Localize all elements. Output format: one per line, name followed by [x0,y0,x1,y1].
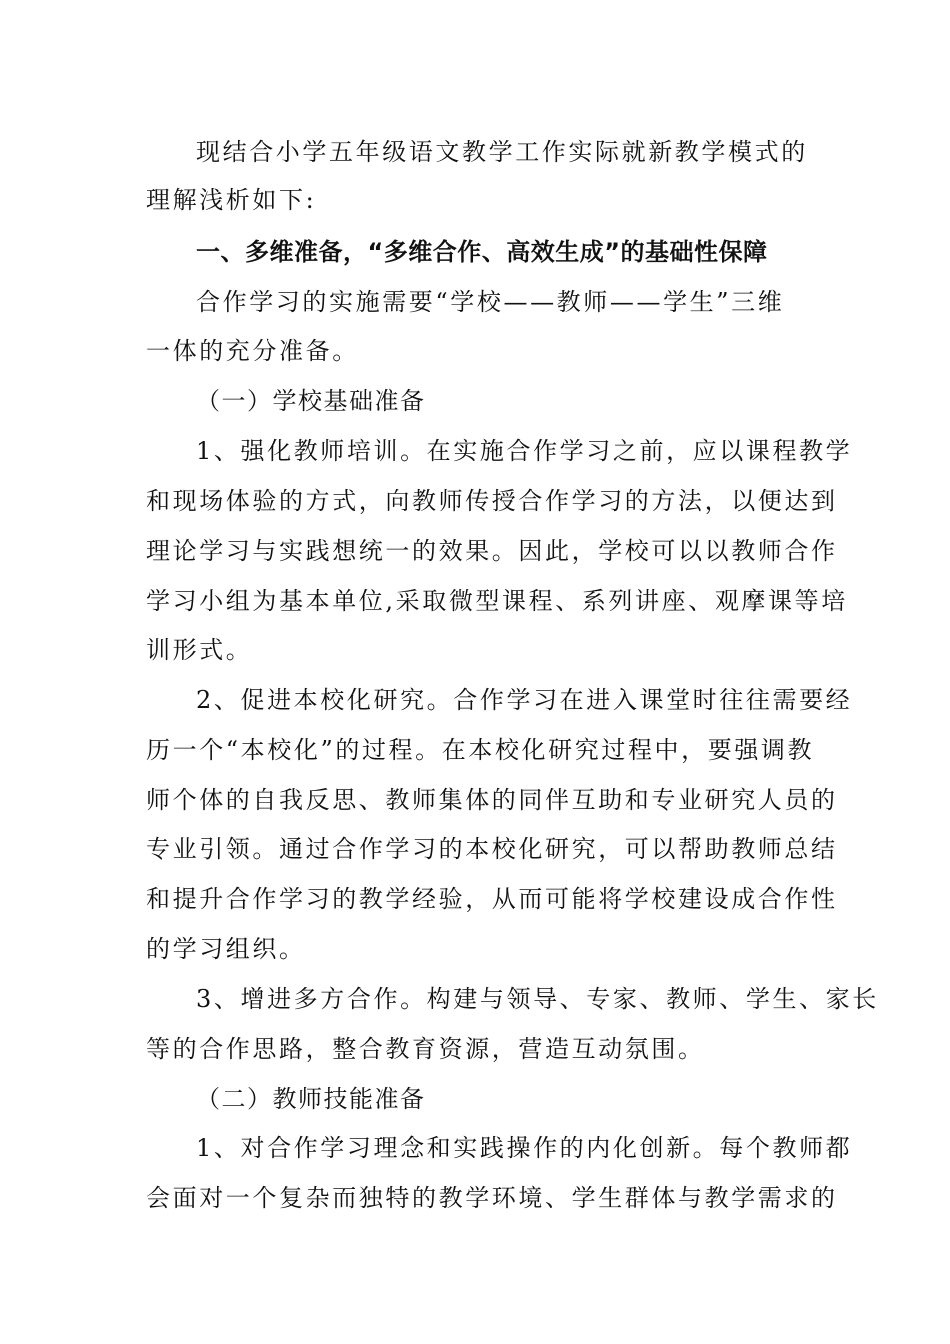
item-2-line-2: 历一个“本校化”的过程。在本校化研究过程中，要强调教 [146,736,815,764]
teacher-item-1-line-1: 1、对合作学习理念和实践操作的内化创新。每个教师都 [196,1134,853,1162]
teacher-item-1-line-2: 会面对一个复杂而独特的教学环境、学生群体与教学需求的 [146,1184,838,1212]
paragraph-overview-line-2: 一体的充分准备。 [146,337,359,365]
item-2-line-5: 和提升合作学习的教学经验，从而可能将学校建设成合作性 [146,885,838,913]
item-1-line-1: 1、强化教师培训。在实施合作学习之前，应以课程教学 [196,437,853,465]
item-2-line-6: 的学习组织。 [146,935,306,963]
item-1-line-5: 训形式。 [146,636,253,664]
item-3-line-2: 等的合作思路，整合教育资源，营造互动氛围。 [146,1035,705,1063]
paragraph-intro-line-2: 理解浅析如下: [146,186,317,214]
item-2-line-3: 师个体的自我反思、教师集体的同伴互助和专业研究人员的 [146,786,838,814]
paragraph-intro-line-1: 现结合小学五年级语文教学工作实际就新教学模式的 [196,138,808,166]
item-1-line-4: 学习小组为基本单位,采取微型课程、系列讲座、观摩课等培 [146,587,848,615]
item-1-line-3: 理论学习与实践想统一的效果。因此，学校可以以教师合作 [146,537,838,565]
item-1-line-2: 和现场体验的方式，向教师传授合作学习的方法，以便达到 [146,487,838,515]
section-heading-1: 一、多维准备，“多维合作、高效生成”的基础性保障 [196,238,768,266]
item-3-line-1: 3、增进多方合作。构建与领导、专家、教师、学生、家长 [196,985,879,1013]
item-2-line-4: 专业引领。通过合作学习的本校化研究，可以帮助教师总结 [146,835,838,863]
subheading-teacher-skills: （二）教师技能准备 [196,1085,426,1113]
subheading-school-preparation: （一）学校基础准备 [196,387,426,415]
item-2-line-1: 2、促进本校化研究。合作学习在进入课堂时往往需要经 [196,686,853,714]
paragraph-overview-line-1: 合作学习的实施需要“学校——教师——学生”三维 [196,288,785,316]
